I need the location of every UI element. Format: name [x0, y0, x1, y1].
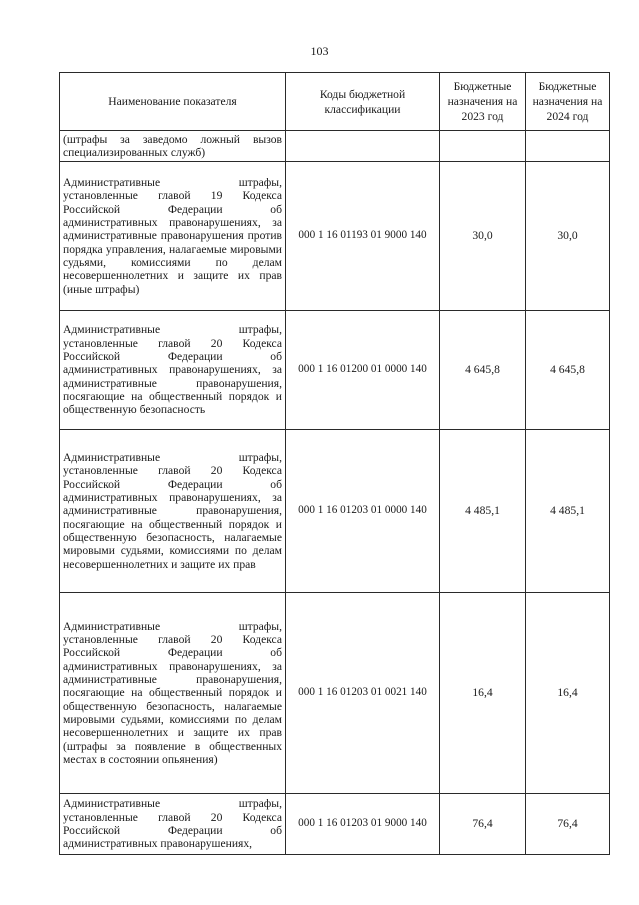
row-value-2023: 30,0: [440, 162, 526, 311]
header-budget-2023: Бюджетные назначения на 2023 год: [440, 73, 526, 131]
row-value-2024: 4 485,1: [526, 430, 610, 593]
row-indicator-name: Административные штрафы, установленные главой 20 Кодекса Российской Федерации об административных правонарушениях,: [60, 794, 286, 855]
header-budget-code: Коды бюджетной классификации: [286, 73, 440, 131]
table-row: [60, 794, 610, 855]
row-value-2023: [440, 131, 526, 162]
budget-table: [59, 72, 610, 855]
row-indicator-name: (штрафы за заведомо ложный вызов специализированных служб): [60, 131, 286, 162]
row-indicator-name: Административные штрафы, установленные главой 20 Кодекса Российской Федерации об административных правонарушениях, за административные правонарушения, посягающие на общественный порядок и общественную безопасность, налагаемые мировыми судьями, комиссиями по делам несовершеннолетних и защите их прав (штрафы за появление в общественных местах в состоянии опьянения): [60, 593, 286, 794]
table-row: [60, 311, 610, 430]
table-header-row: [60, 73, 610, 131]
row-value-2024: 16,4: [526, 593, 610, 794]
header-budget-2024: Бюджетные назначения на 2024 год: [526, 73, 610, 131]
table-row: [60, 131, 610, 162]
table-row: [60, 162, 610, 311]
row-value-2024: 4 645,8: [526, 311, 610, 430]
row-indicator-name: Административные штрафы, установленные главой 20 Кодекса Российской Федерации об административных правонарушениях, за административные правонарушения, посягающие на общественный порядок и общественную безопасность: [60, 311, 286, 430]
row-budget-code: 000 1 16 01200 01 0000 140: [286, 311, 440, 430]
table-row: [60, 430, 610, 593]
row-budget-code: 000 1 16 01193 01 9000 140: [286, 162, 440, 311]
page-number: 103: [310, 44, 329, 58]
row-value-2023: 4 485,1: [440, 430, 526, 593]
row-value-2024: [526, 131, 610, 162]
row-value-2024: 76,4: [526, 794, 610, 855]
row-value-2023: 76,4: [440, 794, 526, 855]
header-indicator-name: Наименование показателя: [60, 73, 286, 131]
row-indicator-name: Административные штрафы, установленные главой 20 Кодекса Российской Федерации об административных правонарушениях, за административные правонарушения, посягающие на общественный порядок и общественную безопасность, налагаемые мировыми судьями, комиссиями по делам несовершеннолетних и защите их прав: [60, 430, 286, 593]
row-value-2024: 30,0: [526, 162, 610, 311]
row-budget-code: 000 1 16 01203 01 0000 140: [286, 430, 440, 593]
row-budget-code: [286, 131, 440, 162]
table-row: [60, 593, 610, 794]
row-value-2023: 4 645,8: [440, 311, 526, 430]
row-budget-code: 000 1 16 01203 01 9000 140: [286, 794, 440, 855]
row-budget-code: 000 1 16 01203 01 0021 140: [286, 593, 440, 794]
row-indicator-name: Административные штрафы, установленные главой 19 Кодекса Российской Федерации об административных правонарушениях, за административные правонарушения против порядка управления, налагаемые мировыми судьями, комиссиями по делам несовершеннолетних и защите их прав (иные штрафы): [60, 162, 286, 311]
row-value-2023: 16,4: [440, 593, 526, 794]
